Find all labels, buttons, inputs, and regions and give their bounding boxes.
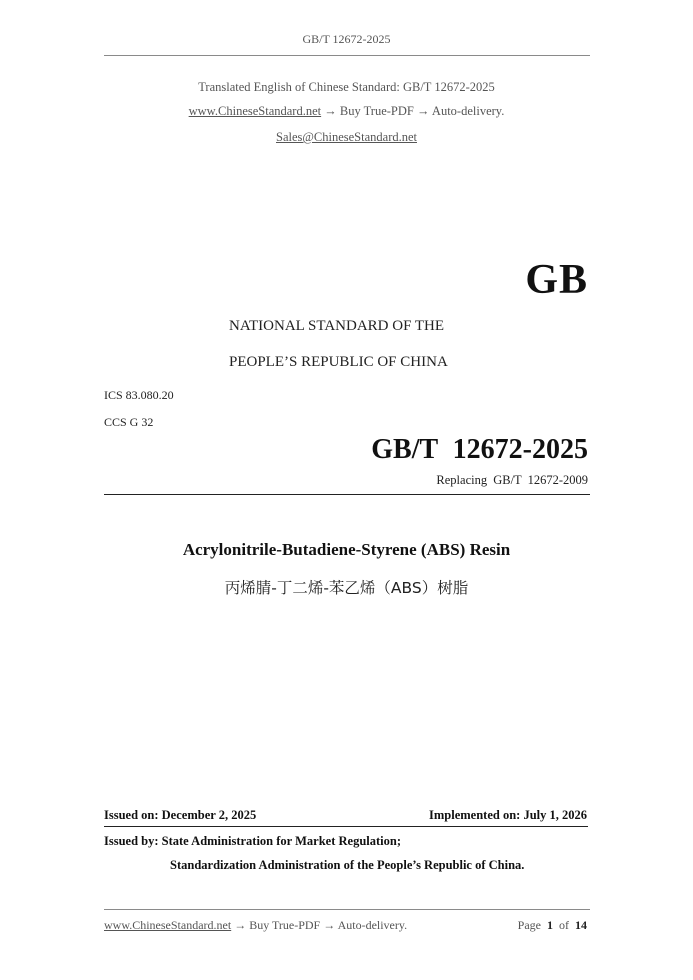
dates-divider (104, 826, 588, 827)
website-link[interactable]: www.ChineseStandard.net (188, 104, 322, 118)
document-title-chinese: 丙烯腈-丁二烯-苯乙烯（ABS）树脂 (224, 579, 469, 597)
title-divider (104, 494, 590, 495)
gb-logo: GB (525, 257, 588, 303)
purchase-note (0, 104, 693, 119)
implemented-on-date: Implemented on: July 1, 2026 (429, 808, 587, 822)
issued-on-date: Issued on: December 2, 2025 (104, 808, 257, 822)
national-standard-line2: PEOPLE’S REPUBLIC OF CHINA (229, 354, 448, 370)
page-total: 14 (575, 918, 587, 932)
sales-email-line (0, 130, 693, 145)
issuer-line1: Issued by: State Administration for Market Regulation; (104, 834, 401, 848)
translation-note: Translated English of Chinese Standard: GB/T 12672-2025 (198, 80, 495, 94)
national-standard-line1: NATIONAL STANDARD OF THE (229, 318, 445, 334)
ics-code: ICS 83.080.20 (104, 388, 174, 402)
footer-purchase-note (104, 918, 407, 933)
page-current: 1 (547, 918, 553, 932)
footer-purchase-text: → Buy True-PDF → Auto-delivery. (231, 918, 408, 932)
page-of: of (559, 918, 569, 932)
replacing-note: Replacing GB/T 12672-2009 (436, 473, 588, 487)
document-title-english: Acrylonitrile-Butadiene-Styrene (ABS) Resin (182, 540, 511, 559)
header-standard-number: GB/T 12672-2025 (302, 32, 391, 46)
page-indicator (518, 918, 587, 933)
purchase-note-text: → Buy True-PDF → Auto-delivery. (321, 104, 505, 118)
issuer-line2: Standardization Administration of the People’s Republic of China. (170, 858, 525, 872)
ccs-code: CCS G 32 (104, 415, 154, 429)
header-divider (104, 55, 590, 56)
footer-divider (104, 909, 590, 910)
standard-number: GB/T 12672-2025 (371, 434, 588, 465)
page-label: Page (517, 918, 541, 932)
sales-email-link[interactable]: Sales@ChineseStandard.net (276, 130, 417, 144)
footer-website-link[interactable]: www.ChineseStandard.net (104, 918, 232, 932)
